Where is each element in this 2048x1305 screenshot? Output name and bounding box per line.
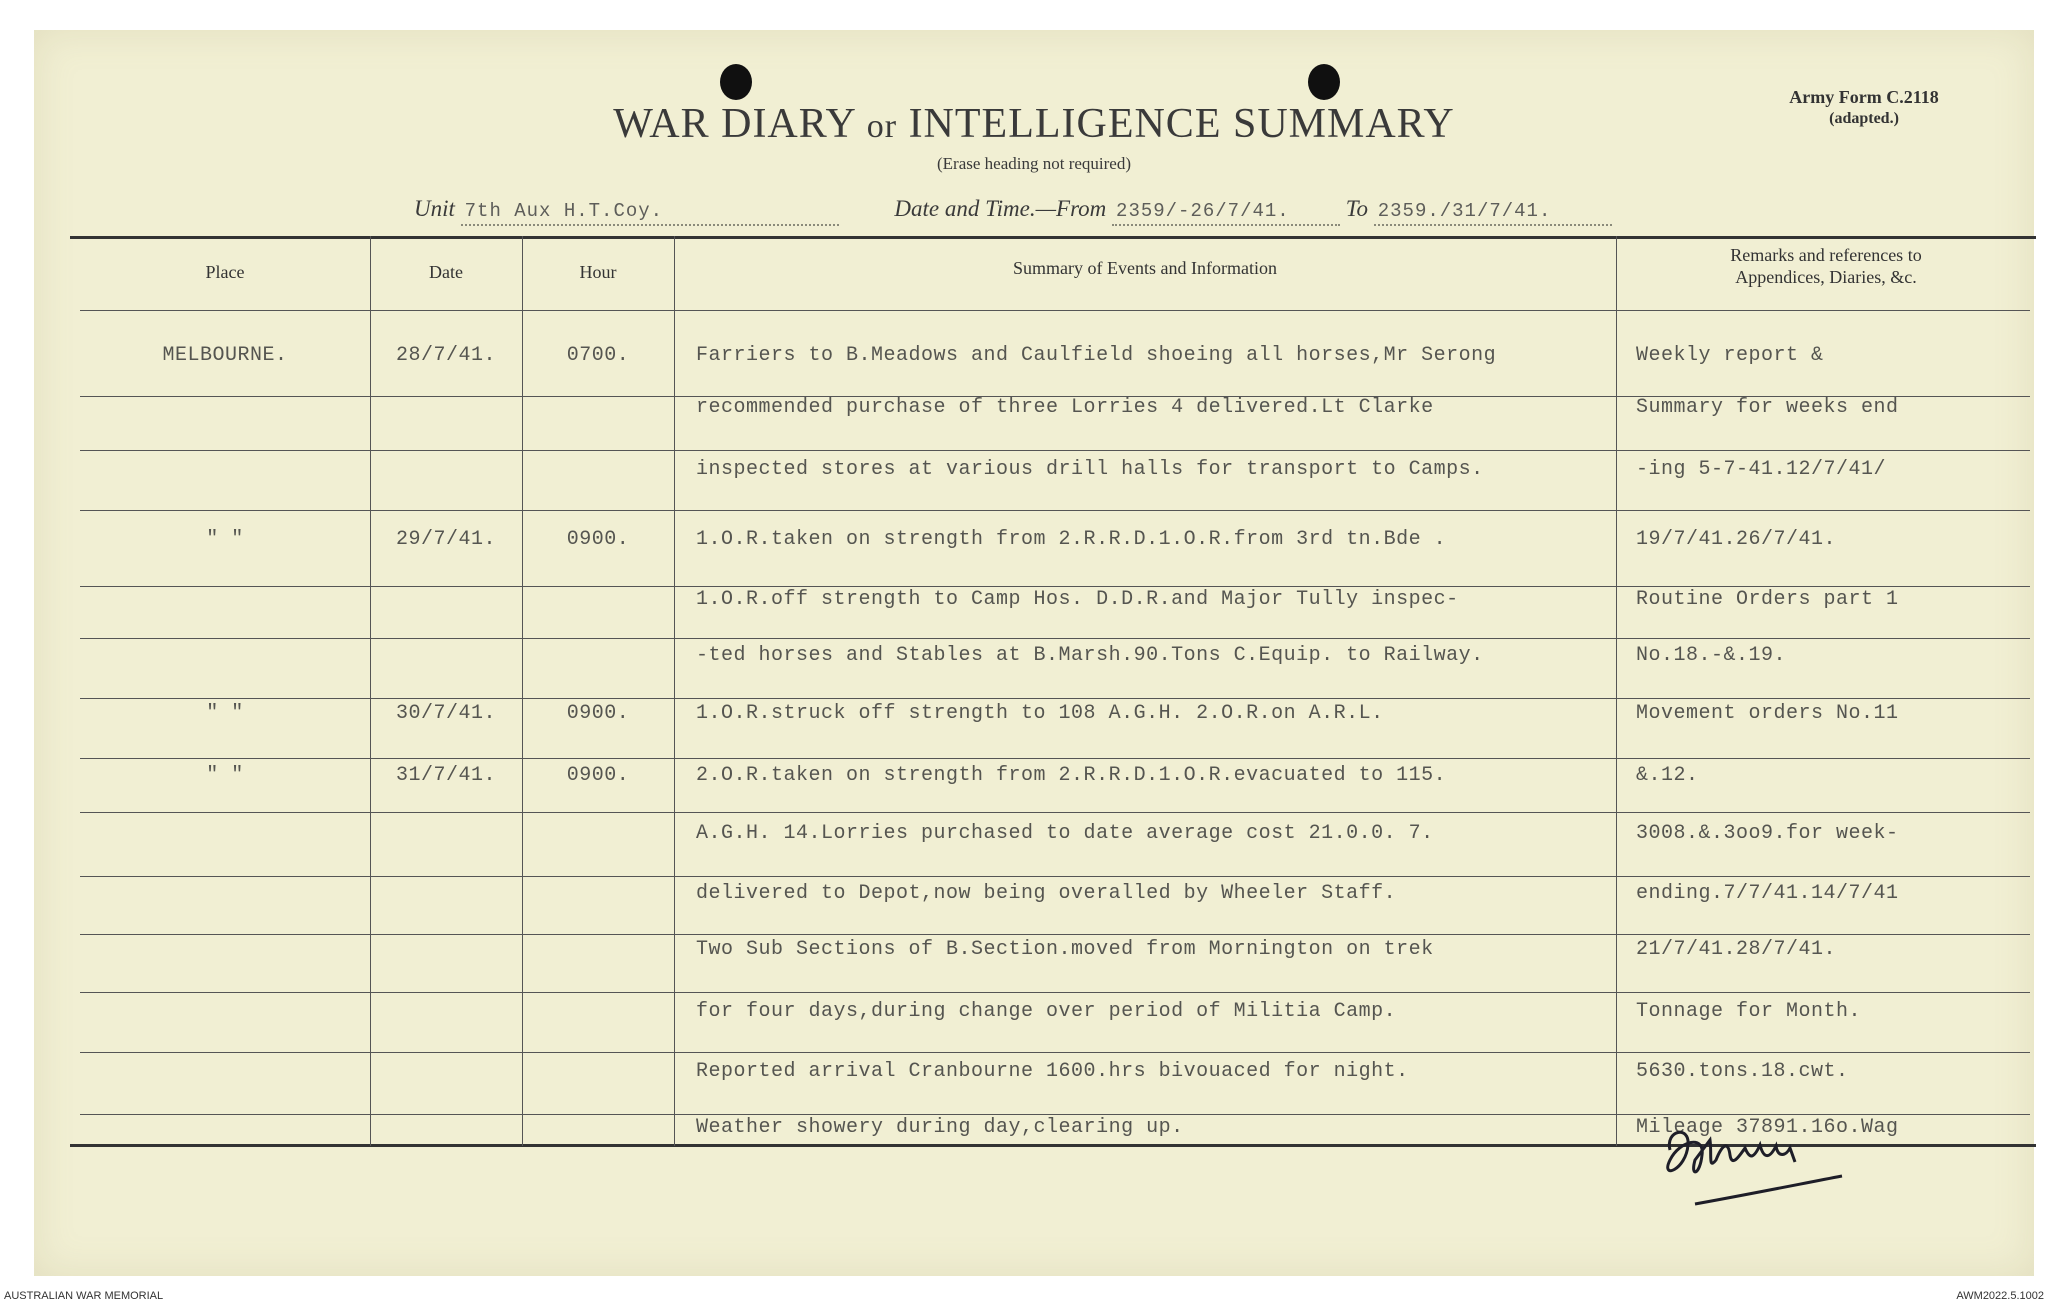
cell-place: MELBOURNE. bbox=[162, 344, 288, 367]
row-rule bbox=[80, 698, 2030, 699]
footer-reference: AWM2022.5.1002 bbox=[1956, 1290, 2044, 1302]
header-hour: Hour bbox=[579, 262, 617, 282]
cell-remarks: &.12. bbox=[1636, 764, 1699, 787]
signature bbox=[1650, 1100, 1850, 1210]
page-title: WAR DIARY or INTELLIGENCE SUMMARY bbox=[613, 101, 1455, 147]
row-rule bbox=[80, 638, 2030, 639]
cell-remarks: Mileage 37891.16o.Wag bbox=[1636, 1116, 1899, 1139]
to-label: To bbox=[1345, 196, 1368, 221]
row-rule bbox=[80, 758, 2030, 759]
cell-date: 28/7/41. bbox=[395, 344, 496, 367]
cell-remarks: 5630.tons.18.cwt. bbox=[1636, 1060, 1849, 1083]
page-subtitle: (Erase heading not required) bbox=[937, 154, 1131, 173]
header-summary: Summary of Events and Information bbox=[1013, 258, 1277, 278]
cell-summary: 2.O.R.taken on strength from 2.R.R.D.1.O.R.evacuated to 115. bbox=[696, 764, 1447, 787]
row-rule bbox=[80, 450, 2030, 451]
col-divider-date bbox=[522, 236, 523, 1146]
cell-summary: A.G.H. 14.Lorries purchased to date average cost 21.0.0. 7. bbox=[696, 822, 1434, 845]
diary-sheet bbox=[34, 30, 2034, 1276]
cell-remarks: -ing 5-7-41.12/7/41/ bbox=[1636, 458, 1887, 481]
cell-summary: delivered to Depot,now being overalled by Wheeler Staff. bbox=[696, 882, 1397, 905]
cell-date: 31/7/41. bbox=[395, 764, 496, 787]
cell-summary: inspected stores at various drill halls for transport to Camps. bbox=[696, 458, 1484, 481]
col-divider-hour bbox=[674, 236, 675, 1146]
cell-summary: Reported arrival Cranbourne 1600.hrs bivouaced for night. bbox=[696, 1060, 1409, 1083]
cell-hour: 0900. bbox=[566, 528, 630, 551]
cell-summary: Weather showery during day,clearing up. bbox=[696, 1116, 1184, 1139]
cell-remarks: No.18.-&.19. bbox=[1636, 644, 1787, 667]
cell-date: 30/7/41. bbox=[395, 702, 496, 725]
cell-hour: 0900. bbox=[566, 702, 630, 725]
cell-hour: 0900. bbox=[566, 764, 630, 787]
footer-institution: AUSTRALIAN WAR MEMORIAL bbox=[4, 1290, 164, 1302]
punch-hole-right bbox=[1308, 64, 1340, 100]
unit-label: Unit bbox=[414, 196, 455, 221]
cell-date: 29/7/41. bbox=[395, 528, 496, 551]
row-rule bbox=[80, 812, 2030, 813]
punch-hole-left bbox=[720, 64, 752, 100]
cell-place: " " bbox=[206, 702, 244, 725]
header-rule bbox=[80, 310, 2030, 311]
cell-remarks: Weekly report & bbox=[1636, 344, 1824, 367]
row-rule bbox=[80, 934, 2030, 935]
cell-summary: 1.O.R.off strength to Camp Hos. D.D.R.and Major Tully inspec- bbox=[696, 588, 1459, 611]
date-label: Date and Time.—From bbox=[894, 196, 1107, 221]
header-remarks: Remarks and references to Appendices, Diaries, &c. bbox=[1730, 245, 1922, 287]
cell-remarks: Movement orders No.11 bbox=[1636, 702, 1899, 725]
col-divider-place bbox=[370, 236, 371, 1146]
cell-remarks: 19/7/41.26/7/41. bbox=[1636, 528, 1837, 551]
cell-summary: -ted horses and Stables at B.Marsh.90.Tons C.Equip. to Railway. bbox=[696, 644, 1484, 667]
from-value: 2359/-26/7/41. bbox=[1112, 200, 1340, 226]
row-rule bbox=[80, 586, 2030, 587]
cell-summary: recommended purchase of three Lorries 4 delivered.Lt Clarke bbox=[696, 396, 1434, 419]
cell-place: " " bbox=[206, 764, 244, 787]
cell-remarks: Routine Orders part 1 bbox=[1636, 588, 1899, 611]
row-rule bbox=[80, 992, 2030, 993]
cell-summary: Farriers to B.Meadows and Caulfield shoeing all horses,Mr Serong bbox=[696, 344, 1497, 367]
cell-remarks: Summary for weeks end bbox=[1636, 396, 1899, 419]
row-rule bbox=[80, 876, 2030, 877]
cell-remarks: 3008.&.3oo9.for week- bbox=[1636, 822, 1899, 845]
cell-remarks: 21/7/41.28/7/41. bbox=[1636, 938, 1837, 961]
unit-date-line bbox=[414, 196, 1612, 226]
col-divider-summary bbox=[1616, 236, 1617, 1146]
row-rule bbox=[80, 1052, 2030, 1053]
header-date: Date bbox=[429, 262, 463, 282]
cell-summary: 1.O.R.taken on strength from 2.R.R.D.1.O.R.from 3rd tn.Bde . bbox=[696, 528, 1447, 551]
cell-summary: Two Sub Sections of B.Section.moved from Mornington on trek bbox=[696, 938, 1434, 961]
cell-summary: 1.O.R.struck off strength to 108 A.G.H. 2.O.R.on A.R.L. bbox=[696, 702, 1384, 725]
header-place: Place bbox=[205, 262, 245, 282]
cell-remarks: Tonnage for Month. bbox=[1636, 1000, 1862, 1023]
cell-hour: 0700. bbox=[566, 344, 630, 367]
army-form-label: Army Form C.2118 (adapted.) bbox=[1789, 87, 1939, 127]
row-rule bbox=[80, 510, 2030, 511]
to-value: 2359./31/7/41. bbox=[1374, 200, 1612, 226]
cell-remarks: ending.7/7/41.14/7/41 bbox=[1636, 882, 1899, 905]
cell-place: " " bbox=[206, 528, 244, 551]
table-top-rule bbox=[70, 236, 2036, 239]
unit-value: 7th Aux H.T.Coy. bbox=[461, 200, 839, 226]
cell-summary: for four days,during change over period of Militia Camp. bbox=[696, 1000, 1397, 1023]
